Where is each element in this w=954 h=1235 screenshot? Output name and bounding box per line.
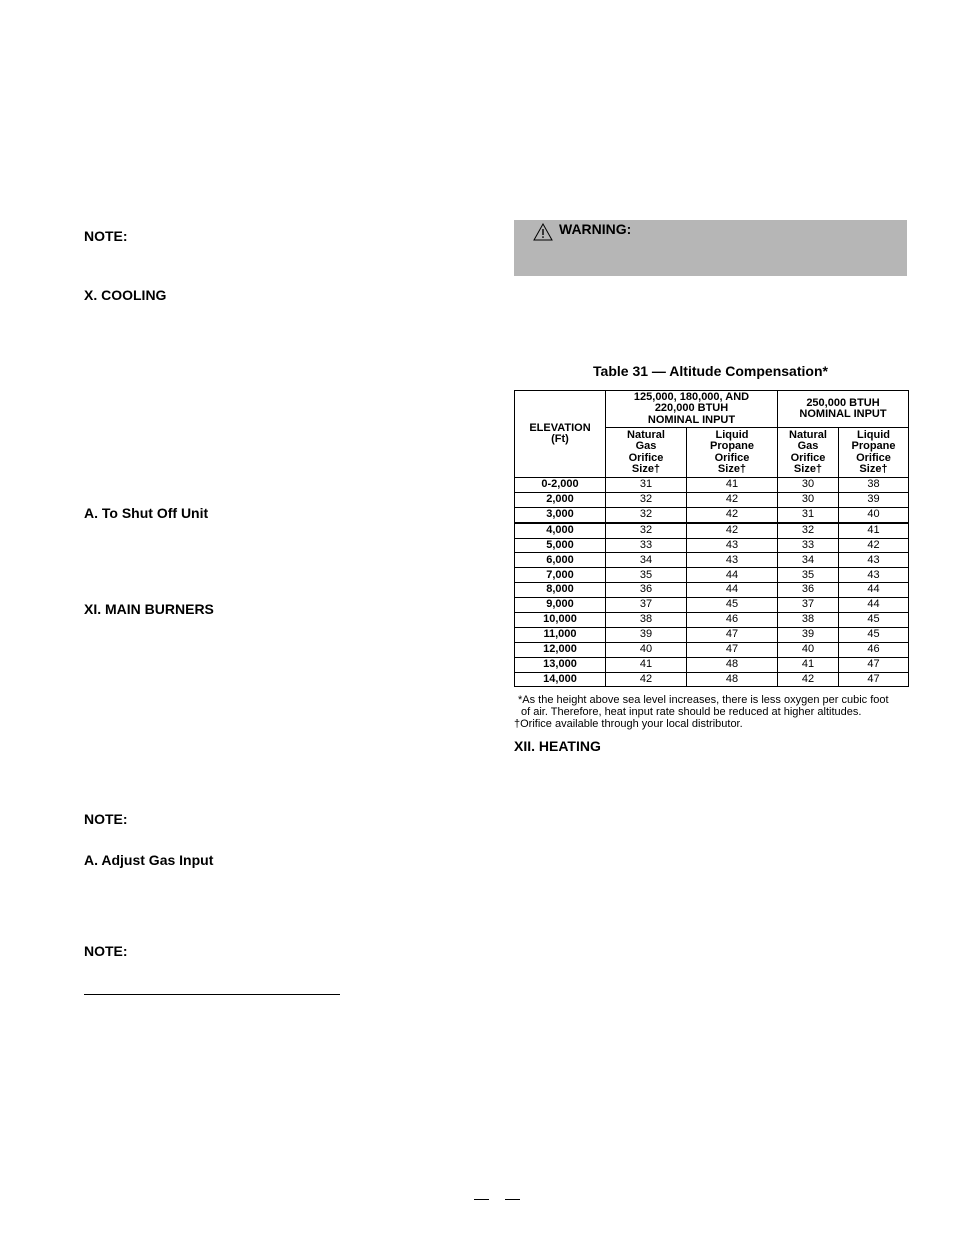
warning-box [514,220,907,276]
elevation-header [515,391,606,478]
orifice-size-cell: 30 [778,478,839,493]
sub-header-line: Size† [793,463,823,475]
orifice-size-cell: 37 [606,598,687,613]
orifice-size-cell: 42 [839,538,909,553]
orifice-size-cell: 44 [839,583,909,598]
page-number-dash-right [505,1199,520,1200]
elevation-cell: 10,000 [515,613,606,628]
orifice-size-cell: 46 [687,613,778,628]
elevation-cell: 8,000 [515,583,606,598]
orifice-size-cell: 35 [606,568,687,583]
group1-header-line: 125,000, 180,000, AND [633,390,750,403]
orifice-size-cell: 42 [687,507,778,522]
table-row [515,523,909,538]
table-title: Table 31 — Altitude Compensation* [593,363,828,379]
orifice-size-cell: 39 [606,627,687,642]
orifice-size-cell: 47 [687,642,778,657]
orifice-size-cell: 45 [687,598,778,613]
elevation-cell: 0-2,000 [515,478,606,493]
orifice-size-cell: 36 [606,583,687,598]
orifice-size-cell: 41 [778,657,839,672]
adjust-gas-input-heading: A. Adjust Gas Input [84,852,214,868]
elevation-header-unit: (Ft) [551,433,569,445]
sub-header-line: Propane [851,440,896,452]
table-row [515,553,909,568]
sub-header-natural-gas [606,428,687,478]
elevation-cell: 7,000 [515,568,606,583]
orifice-size-cell: 31 [778,507,839,522]
orifice-size-cell: 38 [839,478,909,493]
elevation-cell: 3,000 [515,507,606,522]
group-header-125-220 [606,391,778,428]
elevation-cell: 6,000 [515,553,606,568]
group-header-250 [778,391,909,428]
orifice-size-cell: 32 [606,523,687,538]
table-row [515,507,909,522]
elevation-cell: 13,000 [515,657,606,672]
orifice-size-cell: 45 [839,613,909,628]
orifice-size-cell: 41 [606,657,687,672]
warning-label: WARNING: [559,221,632,237]
orifice-size-cell: 42 [606,672,687,687]
altitude-compensation-table [514,390,909,687]
sub-header-line: Gas [797,440,819,452]
elevation-cell: 11,000 [515,627,606,642]
table-row [515,583,909,598]
orifice-size-cell: 38 [606,613,687,628]
orifice-size-cell: 34 [606,553,687,568]
sub-header-line: Orifice [628,451,664,464]
orifice-size-cell: 47 [839,657,909,672]
sub-header-line: Liquid [715,428,749,441]
note-heading-1: NOTE: [84,228,128,244]
section-heating-heading: XII. HEATING [514,738,601,754]
orifice-size-cell: 44 [839,598,909,613]
table-body [515,478,909,687]
elevation-cell: 2,000 [515,492,606,507]
table-row [515,613,909,628]
orifice-size-cell: 48 [687,657,778,672]
sub-header-line: Size† [631,463,661,475]
orifice-size-cell: 43 [687,553,778,568]
orifice-size-cell: 44 [687,583,778,598]
orifice-size-cell: 43 [839,553,909,568]
sub-header-line: Orifice [790,451,826,464]
sub-header-line: Natural [627,428,665,441]
table-row [515,598,909,613]
warning-triangle-icon [533,223,553,241]
orifice-size-cell: 32 [778,523,839,538]
orifice-size-cell: 40 [606,642,687,657]
table-row [515,657,909,672]
orifice-size-cell: 42 [687,523,778,538]
orifice-size-cell: 32 [606,492,687,507]
shut-off-unit-heading: A. To Shut Off Unit [84,505,209,521]
sub-header-line: Propane [709,440,754,452]
orifice-size-cell: 44 [687,568,778,583]
sub-header-line: Size† [717,463,747,475]
elevation-cell: 12,000 [515,642,606,657]
table-row [515,492,909,507]
sub-header-line: Natural [789,428,827,441]
section-cooling-heading: X. COOLING [84,287,167,303]
orifice-size-cell: 40 [839,507,909,522]
elevation-cell: 9,000 [515,598,606,613]
table-footnote-3: †Orifice available through your local distributor. [514,718,743,730]
orifice-size-cell: 47 [687,627,778,642]
sub-header-line: Gas [635,440,657,452]
orifice-size-cell: 33 [606,538,687,553]
orifice-size-cell: 37 [778,598,839,613]
orifice-size-cell: 42 [778,672,839,687]
table-row [515,627,909,642]
orifice-size-cell: 38 [778,613,839,628]
table-row [515,538,909,553]
orifice-size-cell: 46 [839,642,909,657]
orifice-size-cell: 39 [778,627,839,642]
orifice-size-cell: 41 [687,478,778,493]
sub-header-line: Liquid [857,428,890,441]
orifice-size-cell: 35 [778,568,839,583]
table-footnote-1: *As the height above sea level increases, there is less oxygen per cubic foot [518,694,889,706]
orifice-size-cell: 39 [839,492,909,507]
table-row [515,642,909,657]
note-heading-3: NOTE: [84,943,128,959]
sub-header-liquid-propane [839,428,909,478]
sub-header-natural-gas [778,428,839,478]
table-row [515,672,909,687]
orifice-size-cell: 36 [778,583,839,598]
elevation-cell: 14,000 [515,672,606,687]
orifice-size-cell: 43 [839,568,909,583]
orifice-size-cell: 30 [778,492,839,507]
sub-header-line: Orifice [714,451,750,464]
footnote-rule [84,994,340,995]
orifice-size-cell: 33 [778,538,839,553]
sub-header-liquid-propane [687,428,778,478]
elevation-header-line: ELEVATION [529,421,591,434]
group2-header-line: NOMINAL INPUT [799,408,887,420]
sub-header-line: Size† [859,463,888,475]
orifice-size-cell: 32 [606,507,687,522]
orifice-size-cell: 41 [839,523,909,538]
page-number-dash-left [474,1199,489,1200]
elevation-cell: 5,000 [515,538,606,553]
section-main-burners-heading: XI. MAIN BURNERS [84,601,214,617]
orifice-size-cell: 42 [687,492,778,507]
orifice-size-cell: 48 [687,672,778,687]
group1-header-line: 220,000 BTUH [654,402,729,415]
group1-header-line: NOMINAL INPUT [647,413,736,426]
table-row [515,478,909,493]
sub-header-line: Orifice [856,451,891,464]
note-heading-2: NOTE: [84,811,128,827]
orifice-size-cell: 31 [606,478,687,493]
orifice-size-cell: 40 [778,642,839,657]
orifice-size-cell: 45 [839,627,909,642]
orifice-size-cell: 34 [778,553,839,568]
orifice-size-cell: 43 [687,538,778,553]
group2-header-line: 250,000 BTUH [806,396,880,409]
table-footnote-2: of air. Therefore, heat input rate should be reduced at higher altitudes. [521,706,862,718]
orifice-size-cell: 47 [839,672,909,687]
elevation-cell: 4,000 [515,523,606,538]
table-row [515,568,909,583]
